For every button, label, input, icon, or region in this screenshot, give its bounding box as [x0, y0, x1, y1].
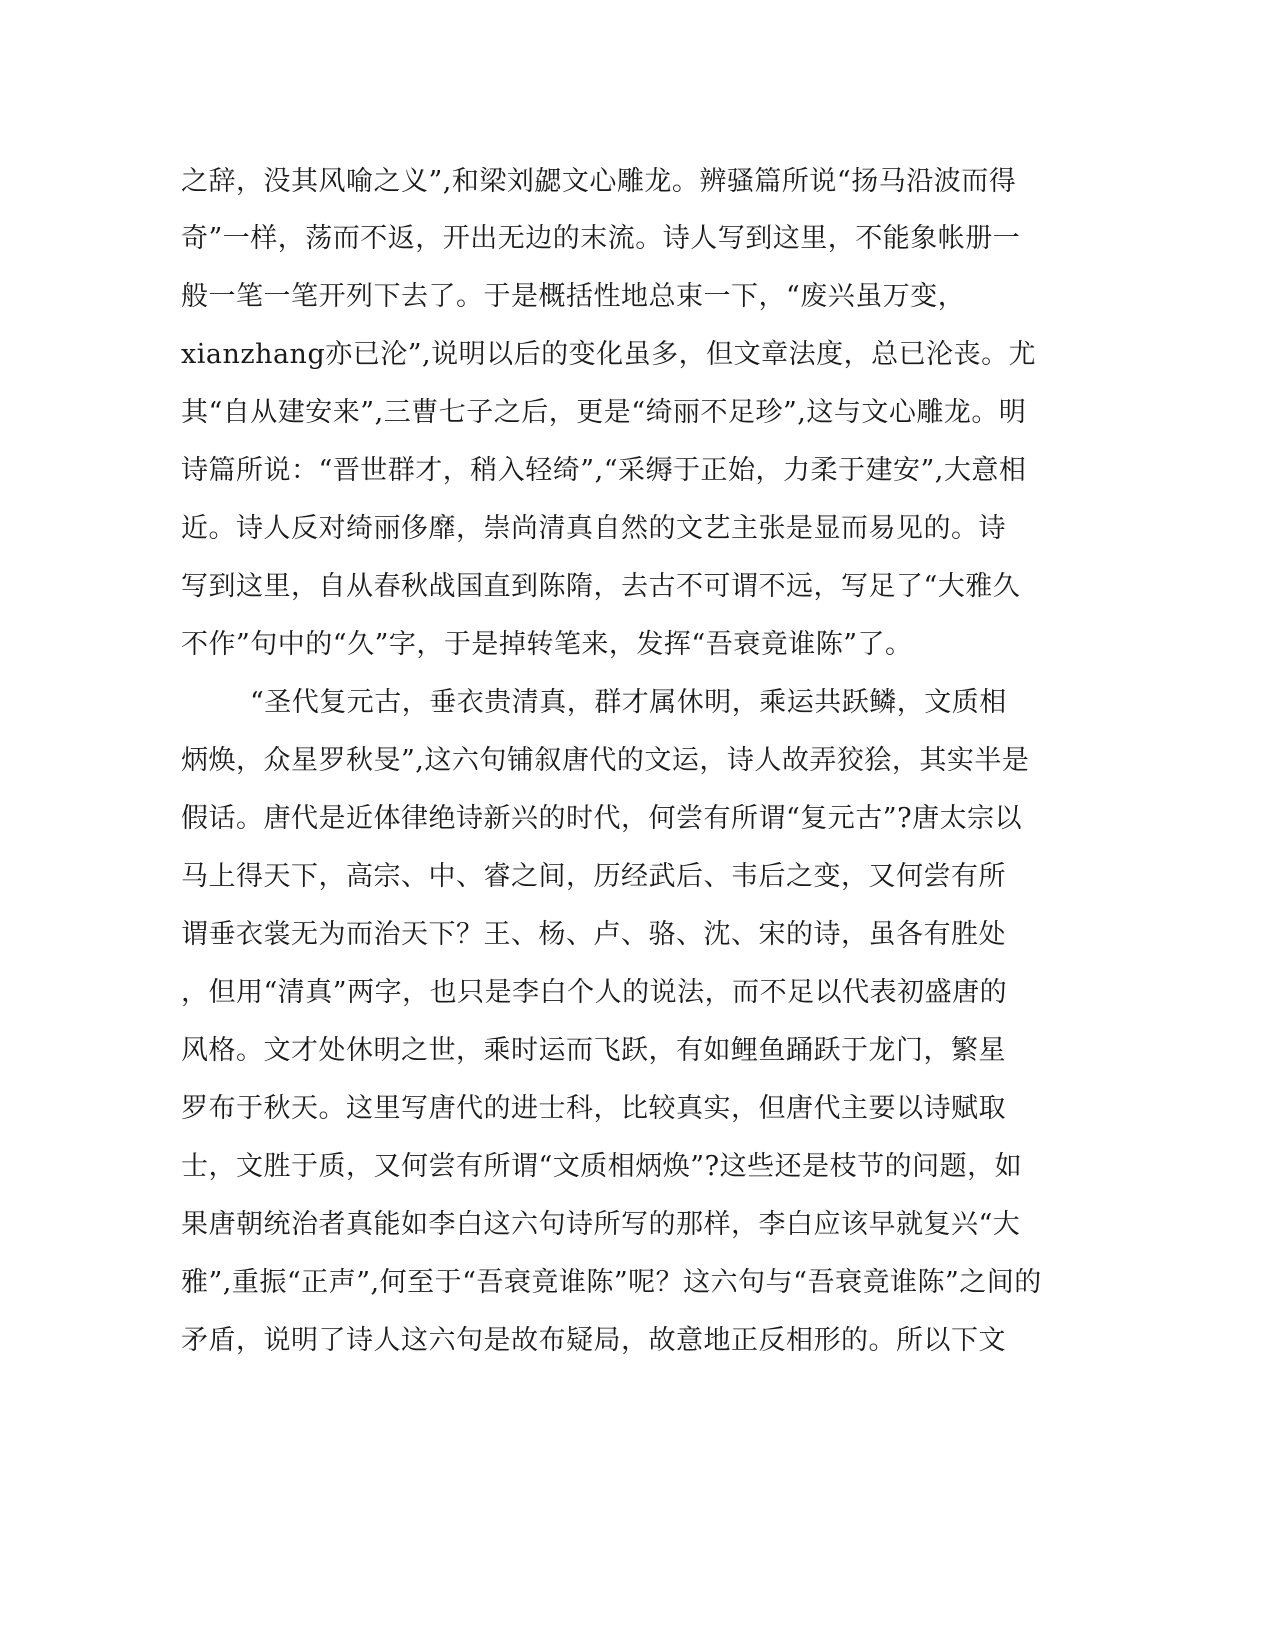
- text-line: 风格。文才处休明之世，乘时运而飞跃，有如鲤鱼踊跃于龙门，繁星: [181, 1035, 1006, 1066]
- paragraph-first-line: “圣代复元古，垂衣贵清真，群才属休明，乘运共跃鳞，文质相: [250, 687, 1007, 718]
- text-line: 般一笔一笔开列下去了。于是概括性地总束一下，“废兴虽万变，: [181, 281, 966, 312]
- text-line: 其“自从建安来”,三曹七子之后，更是“绮丽不足珍”,这与文心雕龙。明: [181, 397, 1027, 428]
- text-line: 矛盾，说明了诗人这六句是故布疑局，故意地正反相形的。所以下文: [181, 1325, 1006, 1356]
- text-line: 近。诗人反对绮丽侈靡，崇尚清真自然的文艺主张是显而易见的。诗: [181, 513, 1006, 544]
- text-line: 士，文胜于质，又何尝有所谓“文质相炳焕”?这些还是枝节的问题，如: [181, 1151, 1023, 1182]
- text-line: 写到这里，自从春秋战国直到陈隋，去古不可谓不远，写足了“大雅久: [181, 571, 1021, 602]
- text-line: 雅”,重振“正声”,何至于“吾衰竟谁陈”呢？这六句与“吾衰竟谁陈”之间的: [181, 1267, 1042, 1298]
- text-line: 果唐朝统治者真能如李白这六句诗所写的那样，李白应该早就复兴“大: [181, 1209, 1021, 1240]
- text-line: 马上得天下，高宗、中、睿之间，历经武后、韦后之变，又何尝有所: [181, 861, 1006, 892]
- text-line: 谓垂衣裳无为而治天下？王、杨、卢、骆、沈、宋的诗，虽各有胜处: [181, 919, 1006, 950]
- text-line: 假话。唐代是近体律绝诗新兴的时代，何尝有所谓“复元古”?唐太宗以: [181, 803, 1023, 834]
- text-line: 之辞，没其风喻之义”,和梁刘勰文心雕龙。辨骚篇所说“扬马沿波而得: [181, 166, 1017, 197]
- text-line: xianzhang亦已沦”,说明以后的变化虽多，但文章法度，总已沦丧。尤: [181, 339, 1037, 370]
- text-line: 不作”句中的“久”字，于是掉转笔来，发挥“吾衰竟谁陈”了。: [181, 629, 913, 660]
- text-line: 罗布于秋天。这里写唐代的进士科，比较真实，但唐代主要以诗赋取: [181, 1093, 1006, 1124]
- text-line: 炳焕，众星罗秋旻”,这六句铺叙唐代的文运，诗人故弄狡狯，其实半是: [181, 745, 1030, 776]
- text-line: ，但用“清真”两字，也只是李白个人的说法，而不足以代表初盛唐的: [181, 977, 1008, 1008]
- text-line: 诗篇所说：“晋世群才，稍入轻绮”,“采缛于正始，力柔于建安”,大意相: [181, 455, 1027, 486]
- text-line: 奇”一样，荡而不返，开出无边的末流。诗人写到这里，不能象帐册一: [181, 223, 1021, 254]
